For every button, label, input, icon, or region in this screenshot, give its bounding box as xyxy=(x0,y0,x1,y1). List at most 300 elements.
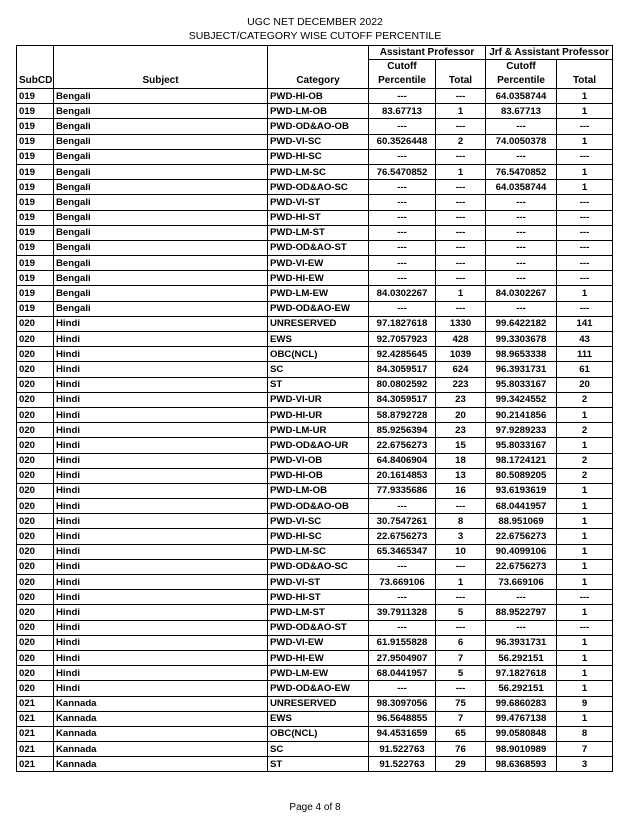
cell-subcd: 020 xyxy=(17,544,54,559)
cell-ap-total: --- xyxy=(436,180,486,195)
cell-jrf-total: 141 xyxy=(557,316,613,331)
cell-jrf-percentile: 96.3931731 xyxy=(486,362,557,377)
header-blank xyxy=(557,60,613,74)
cell-jrf-percentile: 56.292151 xyxy=(486,650,557,665)
table-row xyxy=(17,195,613,210)
cell-jrf-total: 1 xyxy=(557,650,613,665)
cell-jrf-total: 1 xyxy=(557,605,613,620)
cell-subject: Hindi xyxy=(54,377,268,392)
cell-subject: Hindi xyxy=(54,559,268,574)
cell-subject: Bengali xyxy=(54,89,268,104)
cell-jrf-percentile: 56.292151 xyxy=(486,681,557,696)
cell-category: ST xyxy=(268,757,369,772)
cell-ap-percentile: --- xyxy=(369,89,436,104)
cell-subject: Hindi xyxy=(54,483,268,498)
cell-jrf-total: --- xyxy=(557,119,613,134)
cell-subject: Bengali xyxy=(54,240,268,255)
cell-subcd: 020 xyxy=(17,590,54,605)
cell-subject: Hindi xyxy=(54,468,268,483)
cell-subcd: 020 xyxy=(17,407,54,422)
cell-jrf-total: --- xyxy=(557,590,613,605)
column-header-cutoff-jrf: Cutoff xyxy=(486,60,557,74)
cell-subcd: 020 xyxy=(17,362,54,377)
group-header-jrf-assistant-professor: Jrf & Assistant Professor xyxy=(486,46,613,60)
cell-ap-total: --- xyxy=(436,620,486,635)
cell-category: PWD-VI-UR xyxy=(268,392,369,407)
cell-category: PWD-VI-ST xyxy=(268,575,369,590)
cell-subcd: 020 xyxy=(17,514,54,529)
cell-jrf-percentile: 80.5089205 xyxy=(486,468,557,483)
cell-category: PWD-HI-UR xyxy=(268,407,369,422)
table-row xyxy=(17,301,613,316)
cell-ap-total: 1 xyxy=(436,164,486,179)
document-subtitle: SUBJECT/CATEGORY WISE CUTOFF PERCENTILE xyxy=(188,30,442,42)
cell-subcd: 019 xyxy=(17,286,54,301)
cell-ap-total: --- xyxy=(436,89,486,104)
cell-ap-total: 624 xyxy=(436,362,486,377)
cell-jrf-percentile: 99.3303678 xyxy=(486,332,557,347)
cell-ap-percentile: 68.0441957 xyxy=(369,666,436,681)
cell-jrf-total: 1 xyxy=(557,681,613,696)
cell-jrf-total: 9 xyxy=(557,696,613,711)
cell-subcd: 019 xyxy=(17,256,54,271)
cell-subject: Hindi xyxy=(54,332,268,347)
cell-subcd: 019 xyxy=(17,195,54,210)
table-row xyxy=(17,544,613,559)
cell-jrf-total: 1 xyxy=(557,180,613,195)
cell-ap-percentile: 80.0802592 xyxy=(369,377,436,392)
cell-ap-total: --- xyxy=(436,149,486,164)
cell-subject: Hindi xyxy=(54,529,268,544)
cell-jrf-total: --- xyxy=(557,225,613,240)
cell-category: PWD-LM-EW xyxy=(268,286,369,301)
cell-category: PWD-OD&AO-SC xyxy=(268,559,369,574)
cell-subject: Kannada xyxy=(54,742,268,757)
cell-ap-percentile: --- xyxy=(369,681,436,696)
cell-category: PWD-LM-OB xyxy=(268,483,369,498)
cell-subcd: 020 xyxy=(17,468,54,483)
cell-jrf-percentile: 88.9522797 xyxy=(486,605,557,620)
table-row xyxy=(17,620,613,635)
cell-jrf-percentile: 64.0358744 xyxy=(486,89,557,104)
table-row xyxy=(17,271,613,286)
cell-subcd: 021 xyxy=(17,726,54,741)
cell-subject: Bengali xyxy=(54,225,268,240)
cell-ap-total: --- xyxy=(436,559,486,574)
cell-jrf-percentile: --- xyxy=(486,210,557,225)
header-blank xyxy=(54,46,268,60)
cell-jrf-total: 1 xyxy=(557,104,613,119)
cell-ap-percentile: --- xyxy=(369,256,436,271)
cell-ap-total: 10 xyxy=(436,544,486,559)
cell-jrf-percentile: 98.6368593 xyxy=(486,757,557,772)
table-row xyxy=(17,210,613,225)
cell-jrf-percentile: 95.8033167 xyxy=(486,438,557,453)
cell-ap-percentile: --- xyxy=(369,210,436,225)
cell-subject: Hindi xyxy=(54,499,268,514)
cell-ap-percentile: 91.522763 xyxy=(369,742,436,757)
cell-ap-percentile: --- xyxy=(369,119,436,134)
cell-ap-total: 23 xyxy=(436,392,486,407)
cell-jrf-total: 8 xyxy=(557,726,613,741)
cell-subject: Hindi xyxy=(54,666,268,681)
cell-subject: Bengali xyxy=(54,256,268,271)
cell-jrf-percentile: --- xyxy=(486,271,557,286)
cell-ap-percentile: 61.9155828 xyxy=(369,635,436,650)
table-row xyxy=(17,104,613,119)
cell-ap-percentile: 60.3526448 xyxy=(369,134,436,149)
cell-jrf-total: 1 xyxy=(557,559,613,574)
table-row xyxy=(17,362,613,377)
cell-category: PWD-VI-SC xyxy=(268,134,369,149)
cell-ap-percentile: --- xyxy=(369,620,436,635)
cell-jrf-total: --- xyxy=(557,256,613,271)
cell-jrf-total: 1 xyxy=(557,575,613,590)
cell-ap-percentile: 83.67713 xyxy=(369,104,436,119)
table-row xyxy=(17,666,613,681)
cell-category: PWD-VI-EW xyxy=(268,256,369,271)
table-row xyxy=(17,696,613,711)
page-number: Page 4 of 8 xyxy=(289,802,341,813)
cell-jrf-percentile: 93.6193619 xyxy=(486,483,557,498)
cell-ap-total: --- xyxy=(436,240,486,255)
table-row xyxy=(17,89,613,104)
cell-subcd: 020 xyxy=(17,666,54,681)
cell-jrf-total: --- xyxy=(557,301,613,316)
cell-ap-total: 2 xyxy=(436,134,486,149)
cell-ap-percentile: 92.7057923 xyxy=(369,332,436,347)
cell-ap-percentile: 84.0302267 xyxy=(369,286,436,301)
cell-category: PWD-LM-OB xyxy=(268,104,369,119)
cell-category: PWD-HI-ST xyxy=(268,210,369,225)
table-row xyxy=(17,726,613,741)
table-row xyxy=(17,650,613,665)
cell-ap-total: 1330 xyxy=(436,316,486,331)
cell-subject: Kannada xyxy=(54,711,268,726)
cell-jrf-total: 1 xyxy=(557,286,613,301)
cell-subject: Hindi xyxy=(54,316,268,331)
cell-jrf-total: 2 xyxy=(557,468,613,483)
cell-jrf-total: 61 xyxy=(557,362,613,377)
cell-category: UNRESERVED xyxy=(268,316,369,331)
column-header-category: Category xyxy=(268,73,369,89)
cell-category: PWD-OD&AO-SC xyxy=(268,180,369,195)
cell-ap-percentile: 22.6756273 xyxy=(369,438,436,453)
cell-ap-total: 1 xyxy=(436,575,486,590)
cell-jrf-total: 1 xyxy=(557,544,613,559)
cell-ap-percentile: 30.7547261 xyxy=(369,514,436,529)
table-row xyxy=(17,514,613,529)
cell-ap-percentile: 22.6756273 xyxy=(369,529,436,544)
cell-subcd: 020 xyxy=(17,377,54,392)
cell-ap-total: 6 xyxy=(436,635,486,650)
cell-jrf-total: 1 xyxy=(557,499,613,514)
cell-subject: Hindi xyxy=(54,575,268,590)
group-header-assistant-professor: Assistant Professor xyxy=(369,46,486,60)
cell-subcd: 019 xyxy=(17,89,54,104)
table-row xyxy=(17,711,613,726)
cell-jrf-percentile: --- xyxy=(486,256,557,271)
table-row xyxy=(17,225,613,240)
cell-ap-total: 5 xyxy=(436,666,486,681)
cell-category: PWD-LM-SC xyxy=(268,164,369,179)
cell-ap-percentile: 96.5648855 xyxy=(369,711,436,726)
table-row xyxy=(17,332,613,347)
cell-jrf-total: --- xyxy=(557,620,613,635)
cell-jrf-percentile: --- xyxy=(486,590,557,605)
cell-subject: Hindi xyxy=(54,514,268,529)
cell-ap-percentile: 27.9504907 xyxy=(369,650,436,665)
table-row xyxy=(17,134,613,149)
header-blank xyxy=(17,60,54,74)
cell-subject: Hindi xyxy=(54,407,268,422)
cell-category: PWD-OD&AO-ST xyxy=(268,620,369,635)
cell-jrf-total: --- xyxy=(557,271,613,286)
table-row xyxy=(17,681,613,696)
cell-jrf-percentile: 22.6756273 xyxy=(486,529,557,544)
cell-ap-percentile: 84.3059517 xyxy=(369,362,436,377)
cell-category: SC xyxy=(268,362,369,377)
cell-jrf-percentile: --- xyxy=(486,301,557,316)
cell-category: PWD-OD&AO-ST xyxy=(268,240,369,255)
cell-subcd: 019 xyxy=(17,271,54,286)
cell-ap-total: 16 xyxy=(436,483,486,498)
cell-subcd: 020 xyxy=(17,423,54,438)
cell-jrf-total: 1 xyxy=(557,407,613,422)
cell-ap-total: --- xyxy=(436,195,486,210)
cell-ap-percentile: --- xyxy=(369,590,436,605)
cell-ap-total: 428 xyxy=(436,332,486,347)
table-row xyxy=(17,316,613,331)
cell-subject: Hindi xyxy=(54,590,268,605)
cell-jrf-total: 1 xyxy=(557,666,613,681)
cell-category: PWD-OD&AO-EW xyxy=(268,301,369,316)
cell-jrf-percentile: --- xyxy=(486,620,557,635)
cell-subcd: 020 xyxy=(17,650,54,665)
cell-category: PWD-HI-EW xyxy=(268,271,369,286)
cell-jrf-percentile: 64.0358744 xyxy=(486,180,557,195)
cell-subject: Hindi xyxy=(54,347,268,362)
table-row xyxy=(17,468,613,483)
cell-jrf-percentile: 73.669106 xyxy=(486,575,557,590)
cell-ap-total: --- xyxy=(436,119,486,134)
cell-ap-total: 29 xyxy=(436,757,486,772)
cell-category: EWS xyxy=(268,332,369,347)
cell-ap-percentile: 65.3465347 xyxy=(369,544,436,559)
table-row xyxy=(17,392,613,407)
cell-jrf-percentile: 83.67713 xyxy=(486,104,557,119)
cell-jrf-percentile: --- xyxy=(486,225,557,240)
document-title: UGC NET DECEMBER 2022 xyxy=(247,16,383,28)
cell-jrf-percentile: --- xyxy=(486,240,557,255)
cell-jrf-percentile: 88.951069 xyxy=(486,514,557,529)
cell-subcd: 019 xyxy=(17,134,54,149)
cell-ap-percentile: 94.4531659 xyxy=(369,726,436,741)
cell-subject: Bengali xyxy=(54,104,268,119)
table-row xyxy=(17,286,613,301)
table-row xyxy=(17,559,613,574)
cell-ap-total: --- xyxy=(436,499,486,514)
table-row xyxy=(17,605,613,620)
cell-ap-percentile: --- xyxy=(369,180,436,195)
cell-jrf-total: 1 xyxy=(557,89,613,104)
cell-ap-total: 5 xyxy=(436,605,486,620)
cell-ap-percentile: 58.8792728 xyxy=(369,407,436,422)
cell-category: ST xyxy=(268,377,369,392)
table-row xyxy=(17,256,613,271)
cell-subject: Hindi xyxy=(54,438,268,453)
table-row xyxy=(17,423,613,438)
table-row xyxy=(17,453,613,468)
cell-ap-total: --- xyxy=(436,590,486,605)
cell-subject: Kannada xyxy=(54,696,268,711)
cell-subcd: 019 xyxy=(17,225,54,240)
cell-category: UNRESERVED xyxy=(268,696,369,711)
cell-ap-percentile: --- xyxy=(369,149,436,164)
cell-subject: Kannada xyxy=(54,757,268,772)
cell-subcd: 020 xyxy=(17,347,54,362)
table-row xyxy=(17,575,613,590)
cell-ap-percentile: 92.4285645 xyxy=(369,347,436,362)
cell-category: PWD-LM-UR xyxy=(268,423,369,438)
cell-subcd: 020 xyxy=(17,316,54,331)
cell-jrf-percentile: 22.6756273 xyxy=(486,559,557,574)
cell-jrf-percentile: 84.0302267 xyxy=(486,286,557,301)
cell-subcd: 019 xyxy=(17,301,54,316)
cell-jrf-percentile: --- xyxy=(486,119,557,134)
cell-ap-percentile: 76.5470852 xyxy=(369,164,436,179)
cell-jrf-total: 1 xyxy=(557,514,613,529)
table-row xyxy=(17,438,613,453)
cell-ap-total: 20 xyxy=(436,407,486,422)
cell-subcd: 021 xyxy=(17,757,54,772)
header-blank xyxy=(436,60,486,74)
column-header-subcd: SubCD xyxy=(17,73,54,89)
cell-jrf-percentile: 74.0050378 xyxy=(486,134,557,149)
cell-ap-total: 1 xyxy=(436,104,486,119)
cell-jrf-total: 2 xyxy=(557,423,613,438)
cell-ap-total: 8 xyxy=(436,514,486,529)
cell-ap-total: --- xyxy=(436,681,486,696)
cell-jrf-total: 20 xyxy=(557,377,613,392)
table-row xyxy=(17,757,613,772)
cell-subcd: 019 xyxy=(17,164,54,179)
table-row xyxy=(17,119,613,134)
column-header-cutoff-ap: Cutoff xyxy=(369,60,436,74)
cell-subcd: 020 xyxy=(17,575,54,590)
cell-jrf-total: 2 xyxy=(557,392,613,407)
cell-ap-total: 1039 xyxy=(436,347,486,362)
cell-subject: Bengali xyxy=(54,286,268,301)
cell-jrf-percentile: 99.3424552 xyxy=(486,392,557,407)
cell-subject: Bengali xyxy=(54,271,268,286)
cell-subcd: 020 xyxy=(17,392,54,407)
cell-ap-total: 76 xyxy=(436,742,486,757)
cell-jrf-percentile: 99.6860283 xyxy=(486,696,557,711)
cell-jrf-total: --- xyxy=(557,210,613,225)
cell-ap-total: 15 xyxy=(436,438,486,453)
cell-jrf-percentile: 98.1724121 xyxy=(486,453,557,468)
cell-jrf-total: 1 xyxy=(557,438,613,453)
cell-subcd: 019 xyxy=(17,119,54,134)
cell-ap-total: 7 xyxy=(436,650,486,665)
cell-ap-total: --- xyxy=(436,256,486,271)
cell-subcd: 020 xyxy=(17,483,54,498)
cell-subcd: 020 xyxy=(17,438,54,453)
cell-subject: Hindi xyxy=(54,362,268,377)
cell-ap-percentile: --- xyxy=(369,195,436,210)
cell-subcd: 020 xyxy=(17,332,54,347)
cell-category: PWD-VI-OB xyxy=(268,453,369,468)
table-row xyxy=(17,635,613,650)
cell-jrf-total: 3 xyxy=(557,757,613,772)
cell-jrf-total: 1 xyxy=(557,164,613,179)
cell-category: PWD-VI-ST xyxy=(268,195,369,210)
cell-category: PWD-LM-ST xyxy=(268,605,369,620)
cell-category: PWD-OD&AO-OB xyxy=(268,119,369,134)
cell-category: EWS xyxy=(268,711,369,726)
cell-jrf-percentile: 96.3931731 xyxy=(486,635,557,650)
cell-jrf-total: 1 xyxy=(557,711,613,726)
cell-subcd: 020 xyxy=(17,681,54,696)
cell-jrf-percentile: 98.9653338 xyxy=(486,347,557,362)
cell-ap-total: --- xyxy=(436,271,486,286)
cell-subject: Hindi xyxy=(54,544,268,559)
header-blank xyxy=(54,60,268,74)
table-row xyxy=(17,180,613,195)
cell-jrf-total: --- xyxy=(557,240,613,255)
cell-subcd: 021 xyxy=(17,696,54,711)
cell-subject: Bengali xyxy=(54,119,268,134)
cell-ap-percentile: 20.1614853 xyxy=(369,468,436,483)
cell-jrf-total: --- xyxy=(557,195,613,210)
cell-category: PWD-HI-EW xyxy=(268,650,369,665)
cell-ap-percentile: 85.9256394 xyxy=(369,423,436,438)
cell-ap-total: --- xyxy=(436,225,486,240)
cell-category: PWD-VI-SC xyxy=(268,514,369,529)
cell-subcd: 020 xyxy=(17,499,54,514)
cell-category: PWD-LM-ST xyxy=(268,225,369,240)
cell-jrf-percentile: 95.8033167 xyxy=(486,377,557,392)
cell-category: PWD-VI-EW xyxy=(268,635,369,650)
table-row xyxy=(17,590,613,605)
cell-subject: Bengali xyxy=(54,195,268,210)
cell-subcd: 020 xyxy=(17,605,54,620)
cell-ap-percentile: 84.3059517 xyxy=(369,392,436,407)
cell-ap-total: 3 xyxy=(436,529,486,544)
cell-ap-percentile: 64.8406904 xyxy=(369,453,436,468)
cell-jrf-percentile: 99.4767138 xyxy=(486,711,557,726)
cell-subject: Hindi xyxy=(54,453,268,468)
cell-category: PWD-HI-OB xyxy=(268,468,369,483)
header-blank xyxy=(17,46,54,60)
cell-jrf-total: 1 xyxy=(557,529,613,544)
cell-ap-percentile: 77.9335686 xyxy=(369,483,436,498)
column-header-subject: Subject xyxy=(54,73,268,89)
table-body xyxy=(17,89,613,772)
table-row xyxy=(17,164,613,179)
table-row xyxy=(17,499,613,514)
cell-ap-percentile: 98.3097056 xyxy=(369,696,436,711)
cell-subject: Hindi xyxy=(54,681,268,696)
header-blank xyxy=(268,60,369,74)
cell-ap-total: 75 xyxy=(436,696,486,711)
cell-ap-percentile: 91.522763 xyxy=(369,757,436,772)
cell-jrf-total: 1 xyxy=(557,483,613,498)
cell-jrf-percentile: 68.0441957 xyxy=(486,499,557,514)
table-row xyxy=(17,742,613,757)
cell-subject: Hindi xyxy=(54,620,268,635)
